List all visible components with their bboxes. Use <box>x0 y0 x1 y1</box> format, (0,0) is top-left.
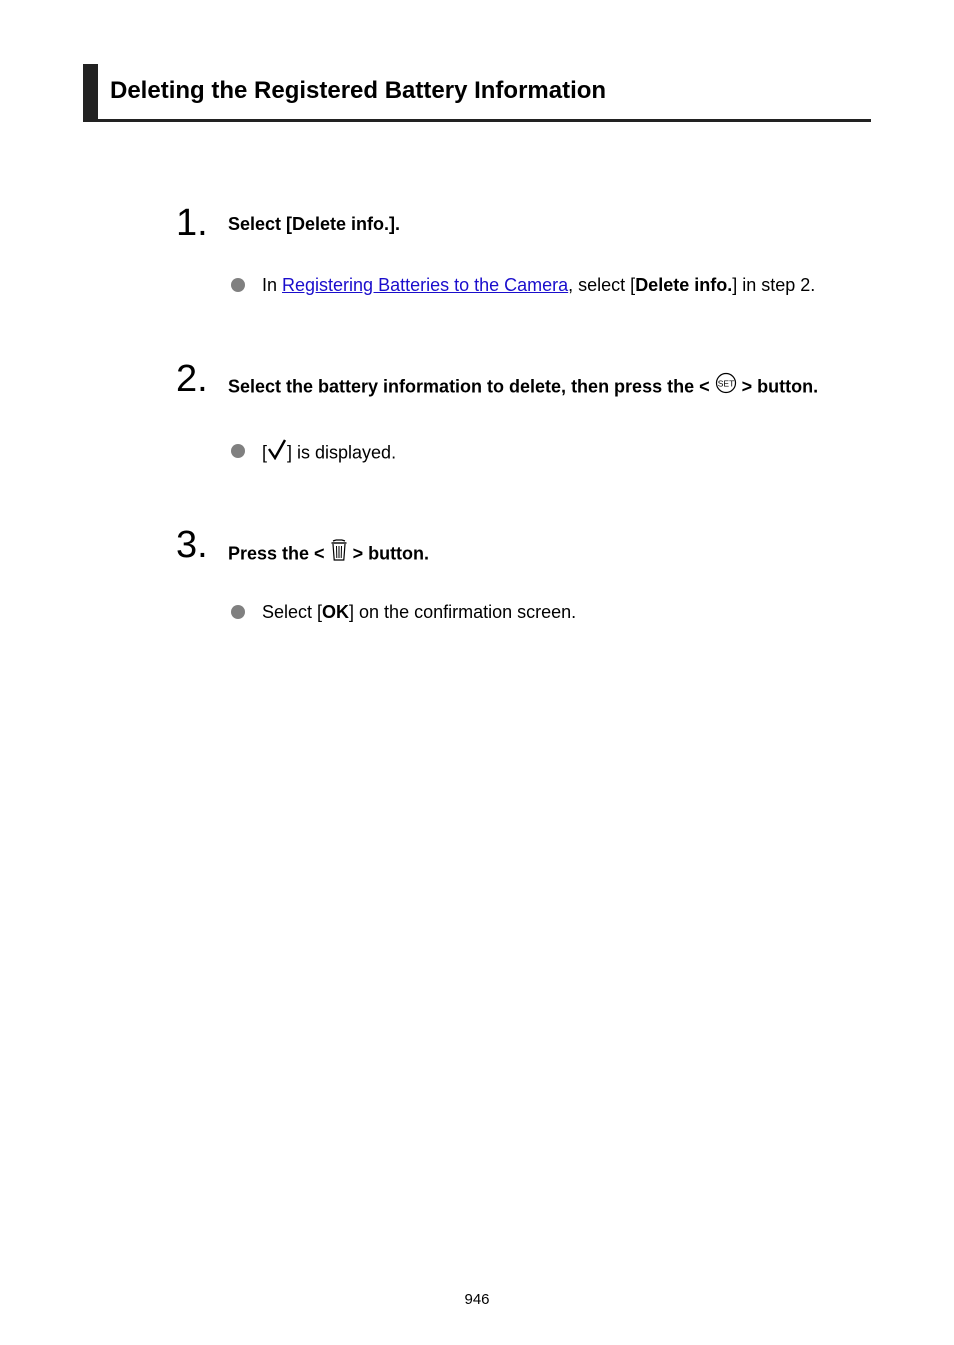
title-before: Press the < <box>228 543 330 564</box>
step-instruction <box>262 601 576 623</box>
instruction-bold: OK <box>322 602 350 622</box>
instruction-prefix: [ <box>262 442 268 463</box>
bullet-dot <box>231 444 245 458</box>
header-accent-bar <box>83 64 98 120</box>
instruction-suffix: ] on the confirmation screen. <box>349 602 577 622</box>
title-after: > button. <box>347 543 430 564</box>
section-header <box>83 64 871 122</box>
title-after: > button. <box>736 376 819 397</box>
title-before: Select the battery information to delete, then press the < <box>228 376 715 397</box>
instruction-suffix: ] in step 2. <box>732 275 816 295</box>
step-title <box>228 540 429 569</box>
page-title: Deleting the Registered Battery Information <box>110 77 607 104</box>
step-number: 1. <box>176 202 208 244</box>
instruction-bold: Delete info. <box>635 275 733 295</box>
checkmark-icon <box>267 438 287 465</box>
step-number: 2. <box>176 358 208 400</box>
step-instruction <box>262 440 396 467</box>
instruction-prefix: Select [ <box>262 602 323 622</box>
trash-icon <box>330 538 348 567</box>
step-title <box>228 374 818 401</box>
page-number: 946 <box>464 1291 490 1308</box>
registering-batteries-link[interactable]: Registering Batteries to the Camera <box>282 275 569 295</box>
step-instruction <box>262 274 815 296</box>
instruction-suffix: ] is displayed. <box>287 442 397 463</box>
instruction-prefix: In <box>262 275 283 295</box>
step-number: 3. <box>176 524 208 566</box>
header-underline <box>83 119 871 122</box>
instruction-middle: , select [ <box>568 275 636 295</box>
svg-text:SET: SET <box>717 378 734 389</box>
set-button-icon <box>715 372 737 399</box>
bullet-dot <box>231 605 245 619</box>
step-title: Select [Delete info.]. <box>228 214 401 234</box>
bullet-dot <box>231 278 245 292</box>
